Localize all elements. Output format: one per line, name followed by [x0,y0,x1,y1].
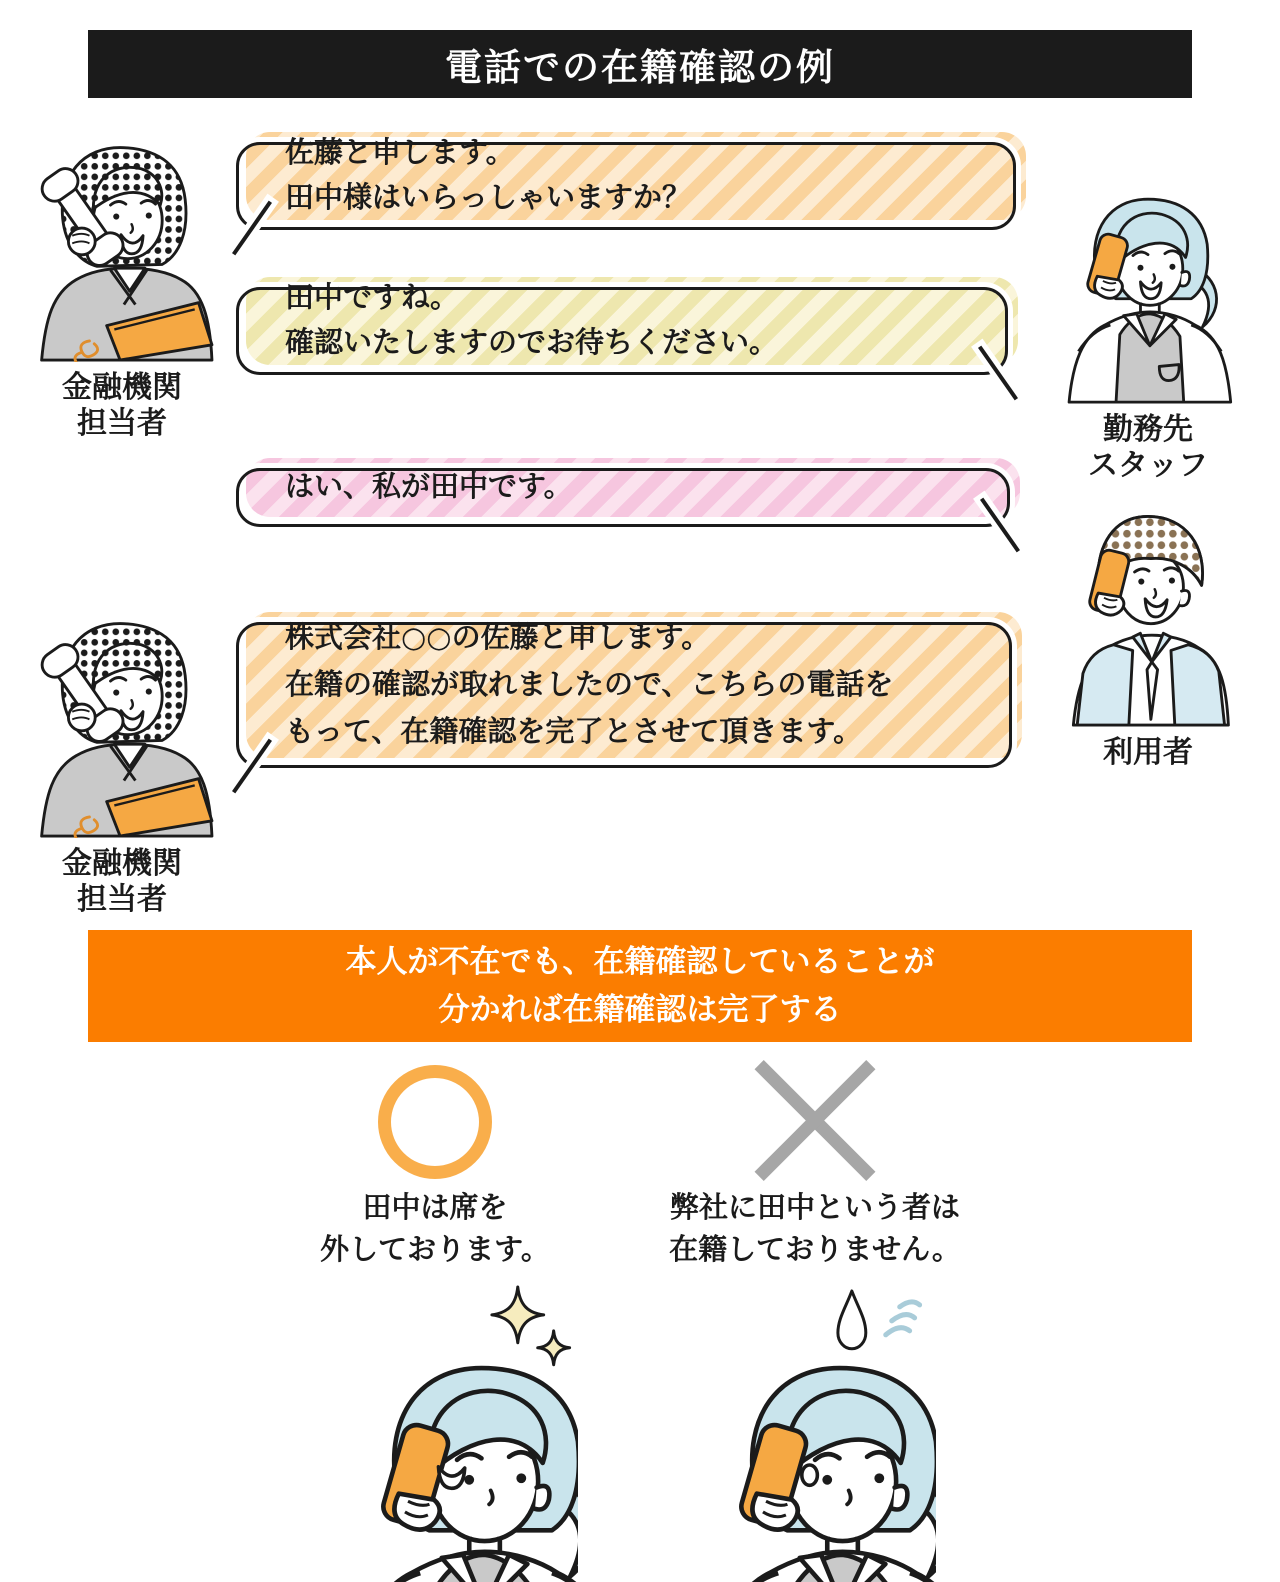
sparkle-icon [492,1287,570,1365]
character-bank-rep-2 [22,616,222,918]
sweat-drop-icon [838,1291,866,1349]
illustration-staff-ng [680,1283,936,1582]
ok-caption: 田中は席を 外しております。 [320,1190,550,1266]
bank-representative-illustration [24,616,220,838]
banner-line-1: 本人が不在でも、在籍確認していることが [345,944,935,980]
bank-rep-1-label: 金融機関 担当者 [62,370,182,441]
banner-line-2: 分かれば在籍確認は完了する [438,992,842,1028]
character-bank-rep-1 [22,140,222,442]
user-illustration [1052,505,1244,727]
bubble-3-text: はい、私が田中です。 [285,469,573,503]
speech-bubble-1 [236,132,1026,230]
header-bar [88,30,1192,98]
confusion-squiggle-icon [886,1302,920,1335]
workplace-staff-label: 勤務先 スタッフ [1088,412,1208,483]
bank-rep-2-label: 金融機関 担当者 [62,846,182,917]
bank-representative-illustration [24,140,220,362]
character-workplace-staff [1048,186,1248,484]
user-label: 利用者 [1103,735,1193,770]
speech-bubble-2 [236,277,1018,375]
workplace-staff-illustration [1052,186,1244,404]
conclusion-banner [88,930,1192,1042]
speech-bubble-3 [236,458,1020,527]
page-title: 電話での在籍確認の例 [445,46,835,89]
bubble-4-text: 株式会社○○の佐藤と申します。 在籍の確認が取れましたので、こちらの電話を もって、在籍確認を完了とさせて頂きます。 [285,619,894,748]
ng-caption: 弊社に田中という者は 在籍しておりません。 [669,1190,961,1266]
speech-bubble-4 [236,612,1022,768]
bubble-1-text: 佐藤と申します。 田中様はいらっしゃいますか？ [285,135,692,214]
illustration-staff-ok [322,1283,578,1582]
ok-circle-mark [378,1065,492,1179]
bubble-2-text: 田中ですね。 確認いたしますのでお待ちください。 [285,280,779,359]
staff-ng-illustration [680,1283,936,1582]
staff-ok-illustration [322,1283,578,1582]
ng-cross-mark [757,1062,873,1178]
character-user [1048,505,1248,771]
